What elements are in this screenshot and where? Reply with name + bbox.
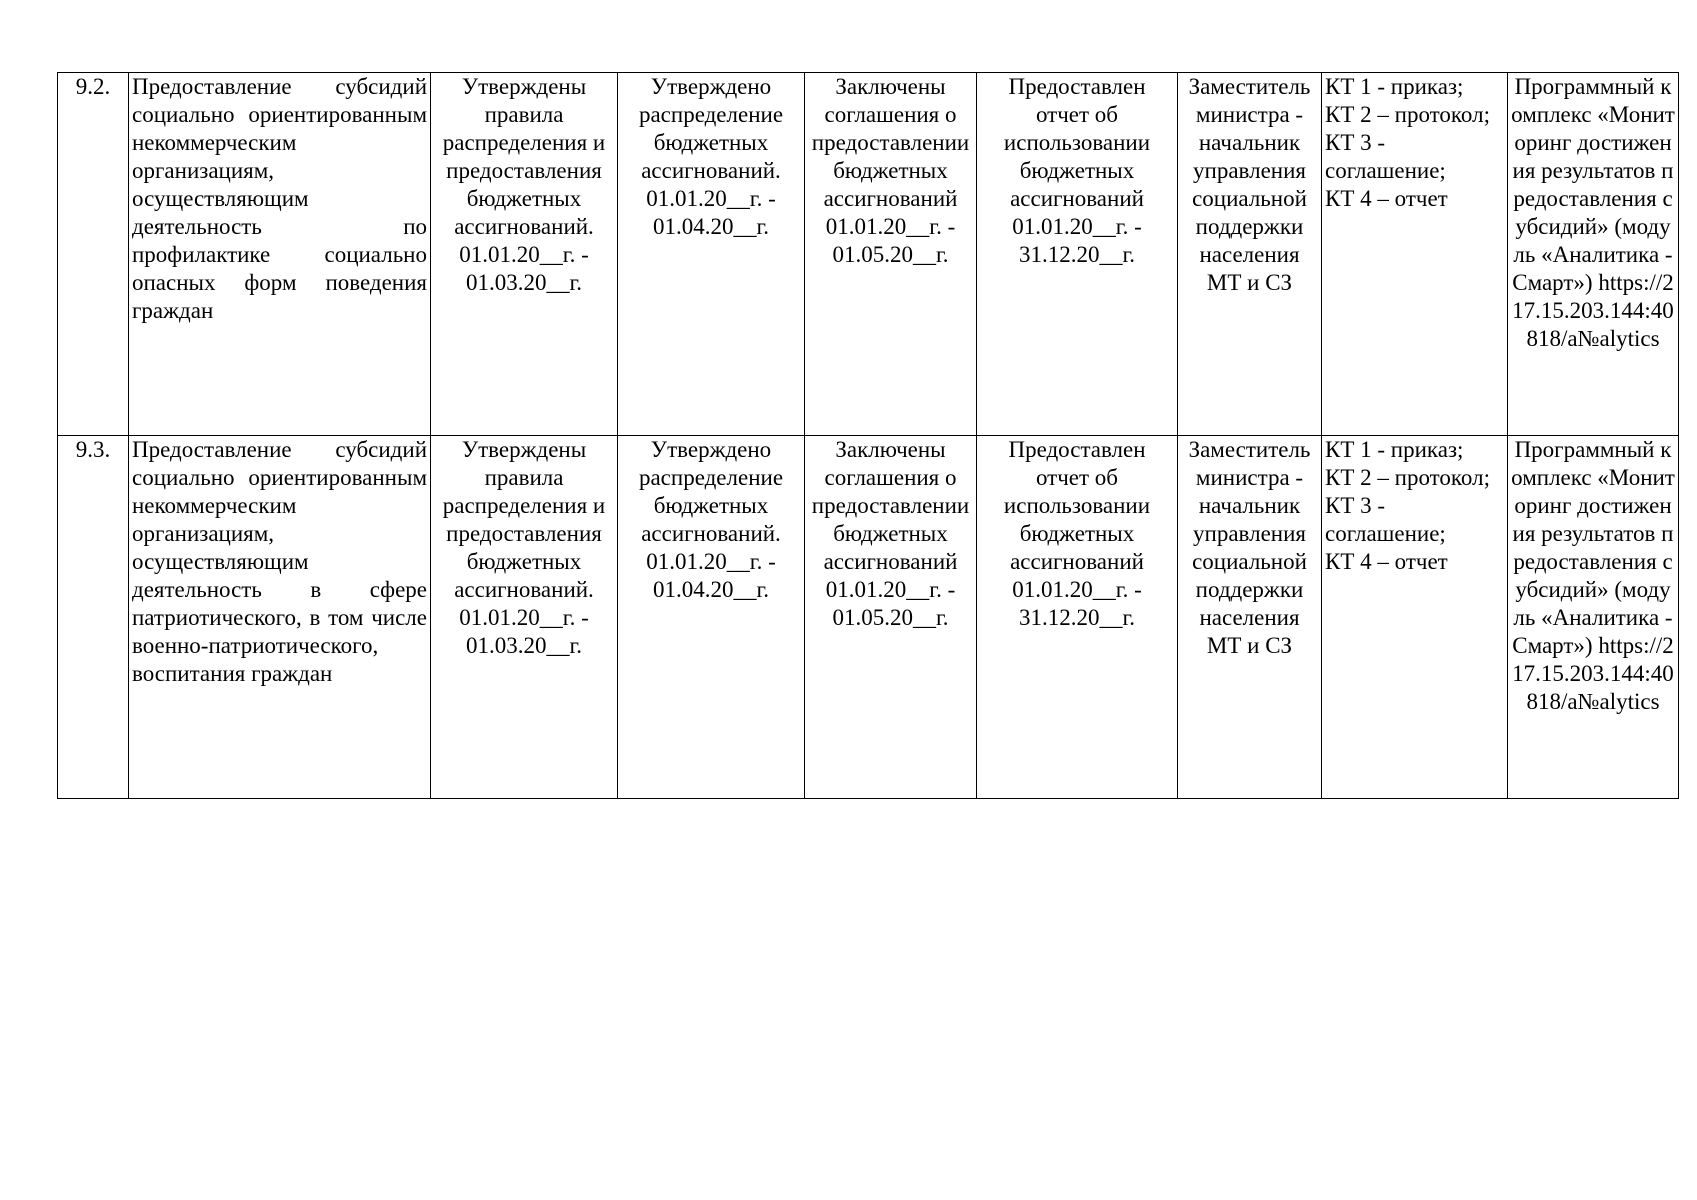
stage-1-cell — [431, 436, 618, 799]
row-number: 9.2. — [75, 74, 111, 99]
info-system-text: Программный комплекс «Мониторинг достижения результатов предоставления субсидий» (модуль «Аналитика - Смарт») https://217.15.203.144:40818/a№alytics — [1511, 74, 1675, 351]
measure-name: Предоставление субсидий социально ориентированным некоммерческим организациям, осуществляющим деятельность по профилактике социально опасных форм поведения граждан — [132, 74, 427, 323]
responsible-cell — [1178, 436, 1322, 799]
checkpoints-text: КТ 1 - приказ; КТ 2 – протокол; КТ 3 - соглашение; КТ 4 – отчет — [1325, 74, 1490, 211]
measure-name-cell — [129, 436, 431, 799]
stage-4-text: Предоставлен отчет об использовании бюджетных ассигнований 01.01.20__г. - 31.12.20__г. — [1003, 437, 1151, 630]
info-system-text: Программный комплекс «Мониторинг достижения результатов предоставления субсидий» (модуль «Аналитика - Смарт») https://217.15.203.144:40818/a№alytics — [1511, 437, 1675, 714]
measure-name-cell — [129, 73, 431, 436]
measure-name: Предоставление субсидий социально ориентированным некоммерческим организациям, осуществляющим деятельность в сфере патриотического, в том числе военно-патриотического, воспитания граждан — [132, 437, 427, 686]
stage-2-text: Утверждено распределение бюджетных ассигнований. 01.01.20__г. - 01.04.20__г. — [638, 437, 784, 602]
checkpoints-text: КТ 1 - приказ; КТ 2 – протокол; КТ 3 - соглашение; КТ 4 – отчет — [1325, 437, 1490, 574]
stage-2-cell — [618, 73, 805, 436]
responsible-cell — [1178, 73, 1322, 436]
row-number-cell — [58, 73, 129, 436]
stage-1-text: Утверждены правила распределения и предоставления бюджетных ассигнований. 01.01.20__г. - 01.03.20__г. — [442, 437, 606, 658]
stage-3-text: Заключены соглашения о предоставлении бюджетных ассигнований 01.01.20__г. - 01.05.20__г. — [811, 74, 970, 267]
stage-4-text: Предоставлен отчет об использовании бюджетных ассигнований 01.01.20__г. - 31.12.20__г. — [1003, 74, 1151, 267]
stage-3-cell — [805, 73, 977, 436]
stage-4-cell — [977, 436, 1178, 799]
stage-1-text: Утверждены правила распределения и предоставления бюджетных ассигнований. 01.01.20__г. - 01.03.20__г. — [442, 74, 606, 295]
info-system-cell — [1508, 73, 1679, 436]
checkpoints-cell — [1322, 73, 1508, 436]
stage-2-text: Утверждено распределение бюджетных ассигнований. 01.01.20__г. - 01.04.20__г. — [638, 74, 784, 239]
table-row — [58, 73, 1679, 436]
measures-table — [57, 72, 1679, 799]
stage-2-cell — [618, 436, 805, 799]
stage-1-cell — [431, 73, 618, 436]
checkpoints-cell — [1322, 436, 1508, 799]
info-system-cell — [1508, 436, 1679, 799]
table-row — [58, 436, 1679, 799]
row-number-cell — [58, 436, 129, 799]
responsible-text: Заместитель министра - начальник управления социальной поддержки населения МТ и СЗ — [1188, 74, 1311, 295]
responsible-text: Заместитель министра - начальник управления социальной поддержки населения МТ и СЗ — [1188, 437, 1311, 658]
stage-3-cell — [805, 436, 977, 799]
stage-4-cell — [977, 73, 1178, 436]
row-number: 9.3. — [75, 437, 111, 462]
stage-3-text: Заключены соглашения о предоставлении бюджетных ассигнований 01.01.20__г. - 01.05.20__г. — [811, 437, 970, 630]
